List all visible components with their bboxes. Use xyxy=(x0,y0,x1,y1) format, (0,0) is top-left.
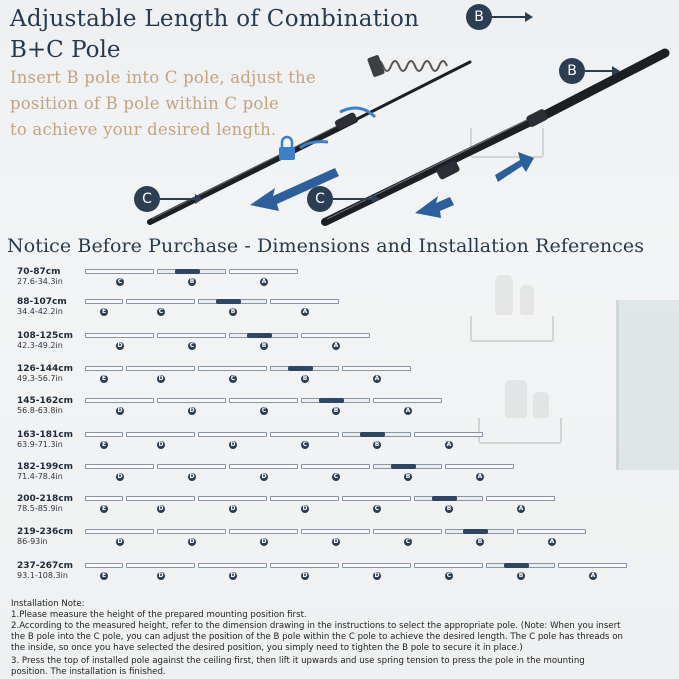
pole-letter-badge: D xyxy=(302,505,308,512)
range-inch: 86-93in xyxy=(17,537,48,546)
dimension-range-label xyxy=(17,430,73,449)
dimension-range-label xyxy=(17,396,73,415)
pole-segment-b xyxy=(198,299,267,304)
bottle-background xyxy=(533,392,549,418)
pole-letter-badge: D xyxy=(117,538,123,545)
pole-letter-badge: A xyxy=(446,441,452,448)
pole-letter-badge: C xyxy=(117,278,123,285)
pole-segment-b xyxy=(414,496,483,501)
pole-letter-badge: B xyxy=(518,572,524,579)
pole-letter-badge: A xyxy=(477,473,483,480)
pole-letter-badge: D xyxy=(158,505,164,512)
pole-segment-b xyxy=(301,398,370,403)
dimension-range-label xyxy=(17,297,67,316)
description-line-3: to achieve your desired length. xyxy=(10,120,277,139)
dimension-range-label xyxy=(17,561,73,580)
pole-segment-c xyxy=(157,333,226,338)
installation-line: the inside, so once you have selected the desired position, you simply need to tighten the B pole to secure it in place.) xyxy=(11,643,523,653)
pole-letter-badge: D xyxy=(158,441,164,448)
pole-segment-d xyxy=(198,432,267,437)
pole-letter-badge: D xyxy=(374,572,380,579)
pole-segment-b xyxy=(445,529,514,534)
pole-segment-c xyxy=(198,366,267,371)
range-cm: 237-267cm xyxy=(17,561,74,571)
pole-segment-a xyxy=(373,398,442,403)
pole-letter-badge: D xyxy=(230,505,236,512)
range-cm: 70-87cm xyxy=(17,267,61,277)
shelf-background xyxy=(478,418,562,444)
pole-adjuster xyxy=(463,529,488,534)
pole-letter-badge: B xyxy=(230,308,236,315)
pole-letter-badge: B xyxy=(446,505,452,512)
pole-segment-c xyxy=(414,563,483,568)
pole-letter-badge: C xyxy=(405,538,411,545)
pole-segment-b xyxy=(229,333,298,338)
pole-letter-badge: E xyxy=(101,572,107,579)
bottle-background xyxy=(495,275,513,315)
pole-segment-d xyxy=(126,432,195,437)
pole-letter-badge: C xyxy=(261,407,267,414)
pole-segment-c xyxy=(373,529,442,534)
pole-letter-badge: B xyxy=(374,441,380,448)
pole-segment-d xyxy=(198,496,267,501)
pole-segment-c xyxy=(229,398,298,403)
pole-segment-d xyxy=(270,563,339,568)
pole-segment-a xyxy=(486,496,555,501)
installation-line: 1.Please measure the height of the prepared mounting position first. xyxy=(11,610,307,620)
pole-segment-d xyxy=(126,496,195,501)
pole-segment-a xyxy=(558,563,627,568)
pole-letter-badge: A xyxy=(261,278,267,285)
pole-adjuster xyxy=(216,299,241,304)
pole-letter-badge: D xyxy=(333,538,339,545)
pole-letter-badge: D xyxy=(261,538,267,545)
installation-line: the B pole into the C pole, you can adjust the position of the B pole within the C pole to achieve the desired length. The C pole has threads on xyxy=(11,632,623,642)
pole-segment-a xyxy=(301,333,370,338)
spring-icon xyxy=(375,61,447,71)
range-cm: 200-218cm xyxy=(17,494,74,504)
pole-segment-c xyxy=(85,269,154,274)
pole-letter-badge: D xyxy=(230,441,236,448)
pole-segment-d xyxy=(198,563,267,568)
installation-line: position. The installation is finished. xyxy=(11,667,166,677)
range-cm: 88-107cm xyxy=(17,297,67,307)
pole-segment-c xyxy=(270,432,339,437)
pole-letter-badge: C xyxy=(374,505,380,512)
pole-letter-badge: D xyxy=(158,375,164,382)
pole-segment-a xyxy=(270,299,339,304)
pole-letter-badge: C xyxy=(230,375,236,382)
pole-letter-badge: D xyxy=(189,407,195,414)
pole-segment-e xyxy=(85,563,123,568)
pole-letter-badge: C xyxy=(158,308,164,315)
pole-segment-d xyxy=(126,366,195,371)
notice-heading: Notice Before Purchase - Dimensions and Installation References xyxy=(7,235,645,257)
pole-segment-c xyxy=(126,299,195,304)
lock-icon xyxy=(279,137,295,160)
pole-segment-e xyxy=(85,299,123,304)
pole-letter-badge: D xyxy=(117,473,123,480)
pole-letter-badge: C xyxy=(333,473,339,480)
description-line-1: Insert B pole into C pole, adjust the xyxy=(10,68,316,87)
pole-adjuster xyxy=(432,496,457,501)
pole-segment-b xyxy=(373,464,442,469)
pole-letter-badge: B xyxy=(333,407,339,414)
pole-segment-d xyxy=(85,398,154,403)
dimension-range-label xyxy=(17,364,73,383)
pole-letter-badge: C xyxy=(446,572,452,579)
pole-segment-b xyxy=(270,366,339,371)
pole-c-badge: C xyxy=(134,186,160,212)
range-cm: 219-236cm xyxy=(17,527,74,537)
pole-letter-badge: A xyxy=(405,407,411,414)
dimension-range-label xyxy=(17,267,63,286)
pole-segment-d xyxy=(270,496,339,501)
pole-segment-d xyxy=(85,333,154,338)
pole-letter-badge: D xyxy=(230,572,236,579)
pole-letter-badge: A xyxy=(549,538,555,545)
pole-letter-badge: D xyxy=(261,473,267,480)
pole-segment-d xyxy=(229,464,298,469)
pole-letter-badge: B xyxy=(302,375,308,382)
range-inch: 42.3-49.2in xyxy=(17,341,63,350)
pole-adjuster xyxy=(360,432,385,437)
pole-segment-c xyxy=(342,496,411,501)
pole-letter-badge: E xyxy=(101,308,107,315)
pole-segment-d xyxy=(126,563,195,568)
pole-segment-e xyxy=(85,496,123,501)
pole-letter-badge: C xyxy=(302,441,308,448)
range-cm: 145-162cm xyxy=(17,396,74,406)
dimension-range-label xyxy=(17,527,73,546)
pole-letter-badge: B xyxy=(477,538,483,545)
pole-letter-badge: A xyxy=(518,505,524,512)
pole-letter-badge: A xyxy=(302,308,308,315)
pole-segment-e xyxy=(85,432,123,437)
pole-segment-d xyxy=(229,529,298,534)
pole-letter-badge: E xyxy=(101,505,107,512)
pole-segment-a xyxy=(229,269,298,274)
pole-c-badge: C xyxy=(307,186,333,212)
pole-letter-badge: B xyxy=(405,473,411,480)
pole-b-badge: B xyxy=(466,4,492,30)
heading-line-1: Adjustable Length of Combination xyxy=(10,6,420,32)
dimension-range-label xyxy=(17,494,73,513)
pole-letter-badge: E xyxy=(101,375,107,382)
pole-segment-c xyxy=(301,464,370,469)
pole-letter-badge: D xyxy=(302,572,308,579)
range-inch: 27.6-34.3in xyxy=(17,277,63,286)
installation-heading: Installation Note: xyxy=(11,599,85,609)
installation-line: 2.According to the measured height, refer to the dimension drawing in the instructions to select the appropriate pole. (Note: When you insert xyxy=(11,621,621,631)
description-line-2: position of B pole within C pole xyxy=(10,94,280,113)
pole-adjuster xyxy=(288,366,313,371)
pole-letter-badge: E xyxy=(101,441,107,448)
pole-segment-d xyxy=(157,398,226,403)
pole-segment-a xyxy=(342,366,411,371)
range-inch: 34.4-42.2in xyxy=(17,307,63,316)
pole-letter-badge: A xyxy=(333,342,339,349)
dimension-range-label xyxy=(17,462,73,481)
dimension-range-label xyxy=(17,331,73,350)
pole-segment-a xyxy=(517,529,586,534)
range-inch: 49.3-56.7in xyxy=(17,374,63,383)
range-cm: 126-144cm xyxy=(17,364,74,374)
pole-adjuster xyxy=(391,464,416,469)
pole-letter-badge: B xyxy=(261,342,267,349)
pole-segment-d xyxy=(301,529,370,534)
pole-adjuster xyxy=(247,333,272,338)
window-background xyxy=(616,300,679,470)
pole-adjuster xyxy=(504,563,529,568)
pole-letter-badge: D xyxy=(189,538,195,545)
pole-segment-d xyxy=(85,464,154,469)
pole-letter-badge: D xyxy=(117,407,123,414)
pole-segment-e xyxy=(85,366,123,371)
pole-b-badge: B xyxy=(559,58,585,84)
pole-illustration xyxy=(0,0,679,235)
pole-adjuster xyxy=(175,269,200,274)
range-cm: 108-125cm xyxy=(17,331,74,341)
range-inch: 78.5-85.9in xyxy=(17,504,63,513)
installation-line: 3. Press the top of installed pole against the ceiling first, then lift it upwards and use spring tension to press the pole in the mounting xyxy=(11,656,585,666)
pole-segment-d xyxy=(342,563,411,568)
pole-letter-badge: D xyxy=(117,342,123,349)
pole-segment-b xyxy=(486,563,555,568)
pole-letter-badge: B xyxy=(189,278,195,285)
pole-segment-d xyxy=(157,529,226,534)
pole-segment-a xyxy=(445,464,514,469)
pole-segment-d xyxy=(157,464,226,469)
range-inch: 63.9-71.3in xyxy=(17,440,63,449)
shelf-background xyxy=(470,316,554,342)
pole-letter-badge: A xyxy=(590,572,596,579)
pole-letter-badge: A xyxy=(374,375,380,382)
bottle-background xyxy=(505,380,527,418)
pole-letter-badge: D xyxy=(189,473,195,480)
range-inch: 56.8-63.8in xyxy=(17,406,63,415)
range-cm: 163-181cm xyxy=(17,430,74,440)
pole-segment-b xyxy=(342,432,411,437)
heading-line-2: B+C Pole xyxy=(10,37,121,63)
pole-segment-a xyxy=(414,432,483,437)
pole-segment-d xyxy=(85,529,154,534)
pole-adjuster xyxy=(319,398,344,403)
pole-letter-badge: C xyxy=(189,342,195,349)
range-inch: 71.4-78.4in xyxy=(17,472,63,481)
pole-segment-b xyxy=(157,269,226,274)
range-inch: 93.1-108.3in xyxy=(17,571,68,580)
range-cm: 182-199cm xyxy=(17,462,74,472)
pole-letter-badge: D xyxy=(158,572,164,579)
bottle-background xyxy=(520,285,534,315)
